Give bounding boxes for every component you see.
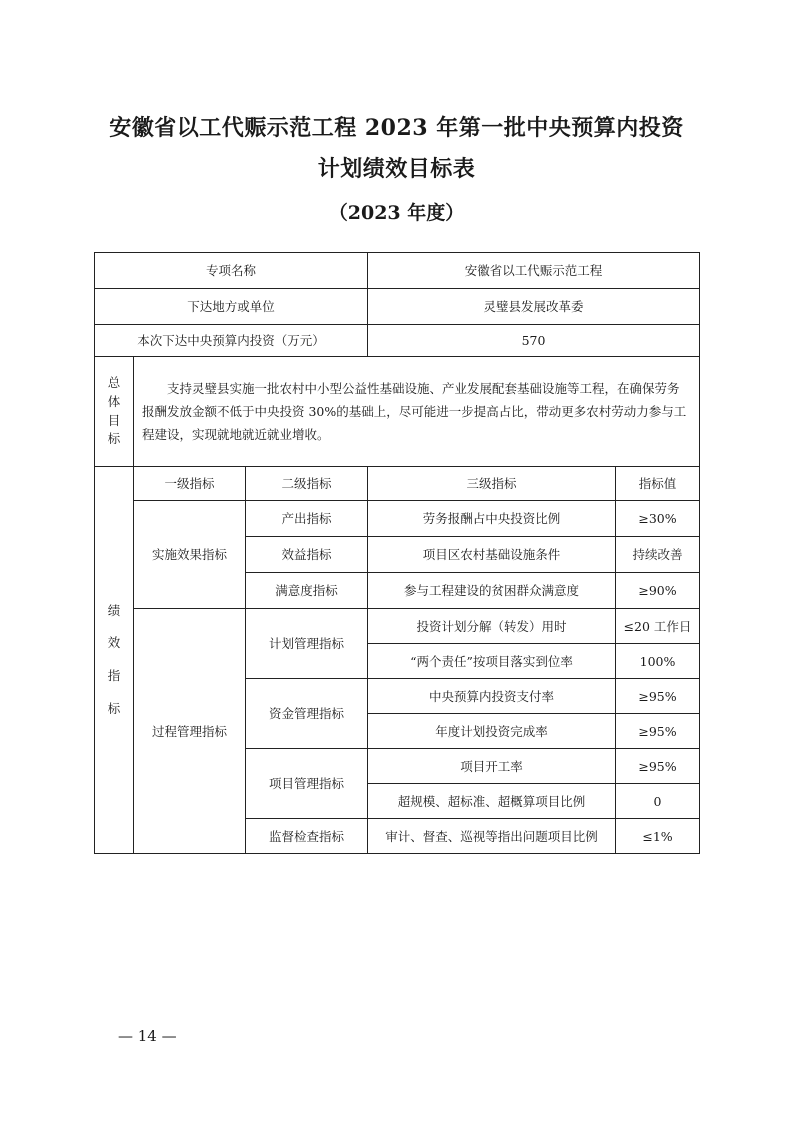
performance-indicators-label: 绩 效 指 标 [95,467,134,854]
project-name-value: 安徽省以工代赈示范工程 [368,253,700,289]
level2-plan-management: 计划管理指标 [246,609,368,679]
level3-item: 中央预算内投资支付率 [368,679,616,714]
table-row-recipient-unit [95,289,700,325]
level2-supervision-inspection: 监督检查指标 [246,819,368,854]
table-row-indicator-headers [95,467,700,501]
indicator-value: ≥95% [616,714,700,749]
recipient-unit-value: 灵璧县发展改革委 [368,289,700,325]
level3-item: 项目开工率 [368,749,616,784]
indicator-value: ≥95% [616,749,700,784]
header-level3: 三级指标 [368,467,616,501]
investment-label: 本次下达中央预算内投资（万元） [95,325,368,357]
overall-goal-label: 总 体 目 标 [95,357,134,467]
table-row [95,609,700,644]
level2-fund-management: 资金管理指标 [246,679,368,749]
level3-item: 参与工程建设的贫困群众满意度 [368,573,616,609]
indicator-value: 持续改善 [616,537,700,573]
level2-benefit: 效益指标 [246,537,368,573]
recipient-unit-label: 下达地方或单位 [95,289,368,325]
header-level1: 一级指标 [134,467,246,501]
indicator-value: ≥30% [616,501,700,537]
level2-project-management: 项目管理指标 [246,749,368,819]
indicator-value: ≤20 工作日 [616,609,700,644]
overall-goal-text: 支持灵璧县实施一批农村中小型公益性基础设施、产业发展配套基础设施等工程，在确保劳务报酬发放金额不低于中央投资 30%的基础上，尽可能进一步提高占比，带动更多农村劳动力参与工程建设，实现就地就近就业增收。 [134,357,700,467]
level1-implementation-effect: 实施效果指标 [134,501,246,609]
table-row-project-name [95,253,700,289]
header-value: 指标值 [616,467,700,501]
table-row-overall-goal [95,357,700,467]
header-level2: 二级指标 [246,467,368,501]
indicator-value: ≥95% [616,679,700,714]
document-subtitle-year: （2023 年度） [328,202,465,224]
level3-item: 投资计划分解（转发）用时 [368,609,616,644]
level3-item: “两个责任”按项目落实到位率 [368,644,616,679]
investment-value: 570 [368,325,700,357]
project-name-label: 专项名称 [95,253,368,289]
level3-item: 审计、督查、巡视等指出问题项目比例 [368,819,616,854]
page-number: — 14 — [118,1027,177,1045]
level3-item: 劳务报酬占中央投资比例 [368,501,616,537]
level3-item: 超规模、超标准、超概算项目比例 [368,784,616,819]
level3-item: 项目区农村基础设施条件 [368,537,616,573]
indicator-value: 0 [616,784,700,819]
performance-goal-table [94,252,700,854]
level3-item: 年度计划投资完成率 [368,714,616,749]
level2-satisfaction: 满意度指标 [246,573,368,609]
level2-output: 产出指标 [246,501,368,537]
table-row-investment [95,325,700,357]
indicator-value: ≥90% [616,573,700,609]
document-title-line-2: 计划绩效目标表 [317,156,476,182]
indicator-value: 100% [616,644,700,679]
level1-process-management: 过程管理指标 [134,609,246,854]
document-title-line-1: 安徽省以工代赈示范工程 2023 年第一批中央预算内投资 [109,115,684,141]
table-row [95,501,700,537]
indicator-value: ≤1% [616,819,700,854]
